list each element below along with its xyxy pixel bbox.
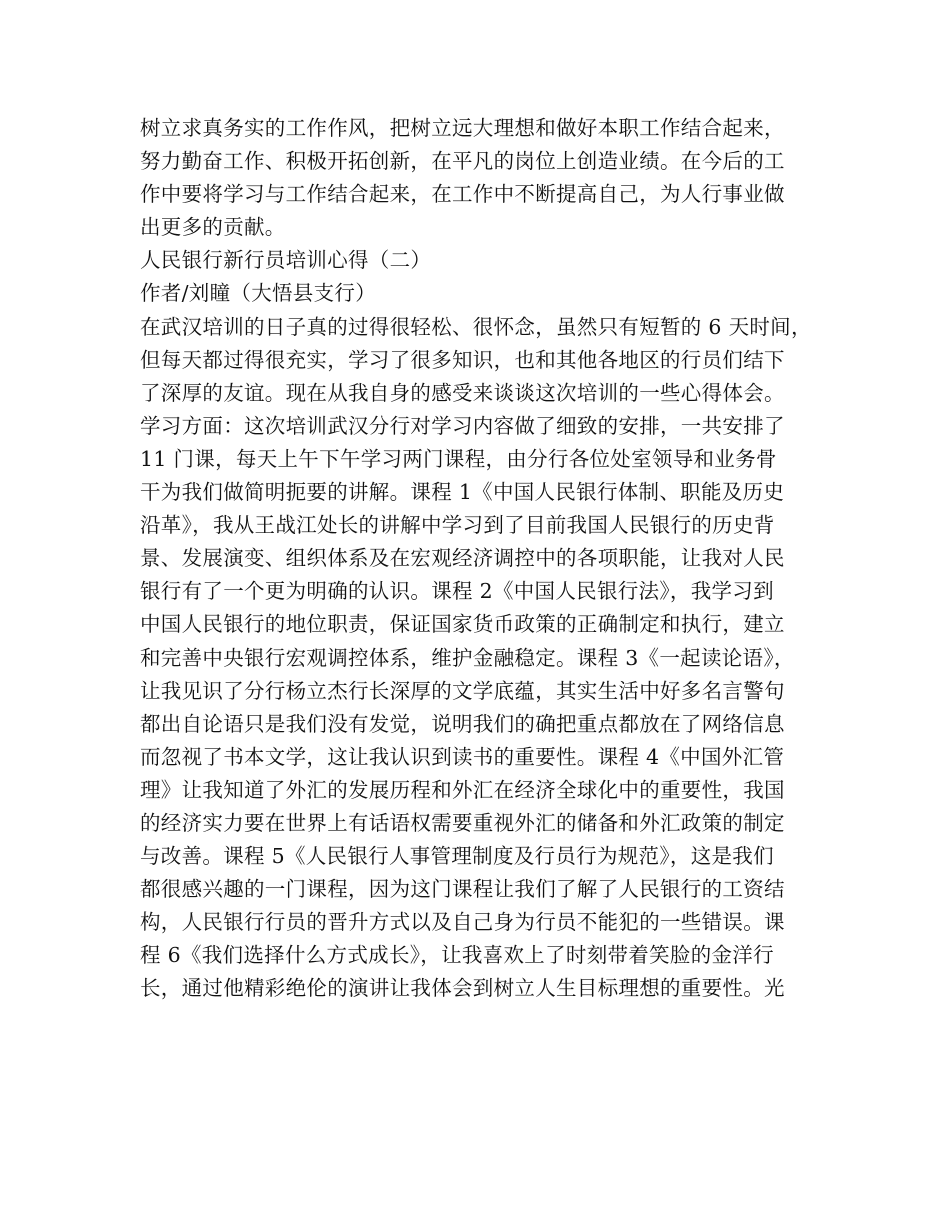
- text-line: 中国人民银行的地位职责，保证国家货币政策的正确制定和执行，建立: [140, 612, 785, 637]
- text-line: 都很感兴趣的一门课程，因为这门课程让我们了解了人民银行的工资结: [140, 877, 785, 902]
- text-line: 与改善。课程 5《人民银行人事管理制度及行员行为规范》，这是我们: [140, 844, 774, 869]
- author-line: 作者/刘瞳（大悟县支行）: [140, 281, 377, 306]
- text-line: 和完善中央银行宏观调控体系，维护金融稳定。课程 3《一起读论语》，: [140, 645, 795, 670]
- text-line: 景、发展演变、组织体系及在宏观经济调控中的各项职能，让我对人民: [140, 546, 785, 571]
- text-line: 让我见识了分行杨立杰行长深厚的文学底蕴，其实生活中好多名言警句: [140, 678, 785, 703]
- text-line: 银行有了一个更为明确的认识。课程 2《中国人民银行法》，我学习到: [140, 579, 774, 604]
- text-line: 了深厚的友谊。现在从我自身的感受来谈谈这次培训的一些心得体会。: [140, 380, 785, 405]
- text-line: 干为我们做简明扼要的讲解。课程 1《中国人民银行体制、职能及历史: [140, 480, 785, 505]
- text-line: 程 6《我们选择什么方式成长》，让我喜欢上了时刻带着笑脸的金洋行: [140, 943, 774, 968]
- text-line: 学习方面：这次培训武汉分行对学习内容做了细致的安排，一共安排了: [140, 413, 785, 438]
- section-title: 人民银行新行员培训心得（二）: [140, 248, 432, 273]
- text-line: 出更多的贡献。: [140, 215, 286, 240]
- text-line: 而忽视了书本文学，这让我认识到读书的重要性。课程 4《中国外汇管: [140, 744, 785, 769]
- text-line: 构，人民银行行员的晋升方式以及自己身为行员不能犯的一些错误。课: [140, 910, 785, 935]
- text-line: 树立求真务实的工作作风，把树立远大理想和做好本职工作结合起来，: [140, 116, 785, 140]
- text-line: 努力勤奋工作、积极开拓创新，在平凡的岗位上创造业绩。在今后的工: [140, 149, 785, 174]
- text-line: 但每天都过得很充实，学习了很多知识，也和其他各地区的行员们结下: [140, 347, 785, 372]
- text-line: 沿革》，我从王战江处长的讲解中学习到了目前我国人民银行的历史背: [140, 513, 775, 538]
- text-line: 在武汉培训的日子真的过得很轻松、很怀念，虽然只有短暂的 6 天时间，: [140, 314, 812, 339]
- text-line: 11 门课，每天上午下午学习两门课程，由分行各位处室领导和业务骨: [140, 446, 777, 471]
- text-line: 理》让我知道了外汇的发展历程和外汇在经济全球化中的重要性，我国: [140, 777, 785, 802]
- text-line: 的经济实力要在世界上有话语权需要重视外汇的储备和外汇政策的制定: [140, 810, 785, 835]
- text-line: 作中要将学习与工作结合起来，在工作中不断提高自己，为人行事业做: [140, 182, 785, 207]
- document-body: [140, 112, 830, 1006]
- text-line: 长，通过他精彩绝伦的演讲让我体会到树立人生目标理想的重要性。光: [140, 976, 785, 1001]
- text-line: 都出自论语只是我们没有发觉，说明我们的确把重点都放在了网络信息: [140, 711, 785, 736]
